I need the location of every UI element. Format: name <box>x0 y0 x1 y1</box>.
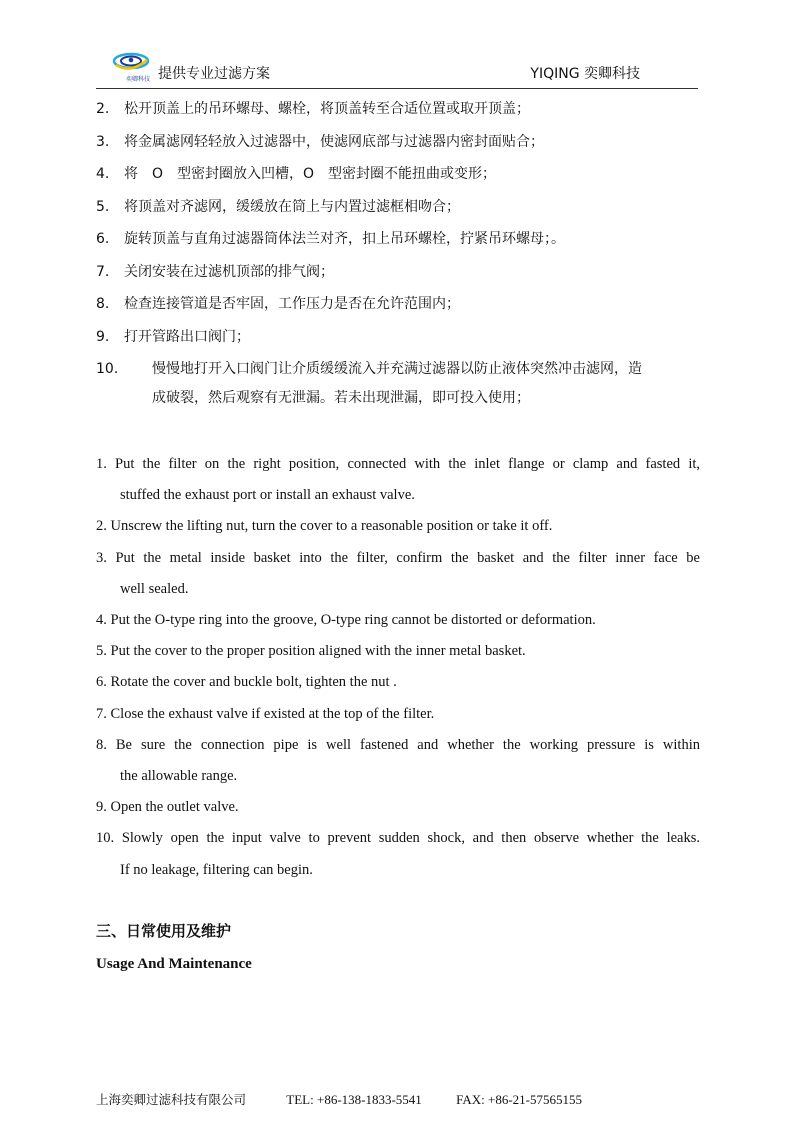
list-item <box>96 699 700 730</box>
step-number: 7. <box>96 263 110 280</box>
step-line: 8. Be sure the connection pipe is well fastened and whether the working pressure is within <box>96 736 700 753</box>
list-item <box>96 449 700 511</box>
step-line: 1. Put the filter on the right position, connected with the inlet flange or clamp and fasted it, <box>96 456 700 472</box>
footer-company: 上海奕卿过滤科技有限公司 <box>96 1092 247 1107</box>
step-text: 将顶盖对齐滤网，缓缓放在筒上与内置过滤框相吻合； <box>124 198 460 215</box>
step-line-continued: If no leakage, filtering can begin. <box>120 861 313 878</box>
step-line: 5. Put the cover to the proper position aligned with the inner metal basket. <box>96 643 526 660</box>
step-line-continued: stuffed the exhaust port or install an exhaust valve. <box>120 487 415 504</box>
chinese-steps-list <box>96 93 700 413</box>
step-text: 检查连接管道是否牢固，工作压力是否在允许范围内； <box>124 296 460 312</box>
list-item <box>96 256 700 289</box>
step-line: 3. Put the metal inside basket into the filter, confirm the basket and the filter inner face be <box>96 549 700 566</box>
step-number: 4. <box>96 166 110 182</box>
step-number: 10. <box>96 361 119 377</box>
list-item <box>96 93 700 126</box>
logo-text: 奕卿科技 <box>126 76 151 83</box>
list-item <box>96 288 700 321</box>
list-item <box>96 543 700 605</box>
step-line-continued: the allowable range. <box>120 768 238 785</box>
step-number: 2. <box>96 101 110 117</box>
step-text <box>152 353 728 413</box>
list-item <box>96 511 700 542</box>
step-line: 10. Slowly open the input valve to prevent sudden shock, and then observe whether the leaks. <box>96 830 700 847</box>
header-brand: YIQING 奕卿科技 <box>530 66 640 82</box>
header-tagline: 提供专业过滤方案 <box>158 66 270 82</box>
step-number: 9. <box>96 328 110 345</box>
list-item <box>96 223 700 256</box>
list-item <box>96 605 700 636</box>
step-text-line: 慢慢地打开入口阀门让介质缓缓流入并充满过滤器以防止液体突然冲击滤网，造 <box>152 361 642 377</box>
step-number: 5. <box>96 198 110 215</box>
step-line: 4. Put the O-type ring into the groove, O-type ring cannot be distorted or deformation. <box>96 612 596 629</box>
step-line: 6. Rotate the cover and buckle bolt, tighten the nut . <box>96 674 397 691</box>
english-steps-list <box>96 449 700 886</box>
step-text-line: 成破裂，然后观察有无泄漏。若未出现泄漏，即可投入使用； <box>152 390 530 406</box>
list-item <box>96 353 700 413</box>
step-text: 旋转顶盖与直角过滤器筒体法兰对齐，扣上吊环螺栓，拧紧吊环螺母；。 <box>124 231 565 247</box>
section-heading-cn: 三、日常使用及维护 <box>96 922 232 940</box>
list-item <box>96 823 700 885</box>
page-header <box>96 48 698 89</box>
list-item <box>96 321 700 354</box>
step-number: 8. <box>96 296 110 312</box>
step-text: 将金属滤网轻轻放入过滤器中，使滤网底部与过滤器内密封面贴合； <box>124 133 544 150</box>
step-text: 关闭安装在过滤机顶部的排气阀； <box>124 263 334 280</box>
step-text: 将 O 型密封圈放入凹槽，O 型密封圈不能扭曲或变形； <box>124 166 497 182</box>
page-footer <box>96 1090 582 1108</box>
list-item <box>96 158 700 191</box>
list-item <box>96 126 700 159</box>
list-item <box>96 667 700 698</box>
step-text: 松开顶盖上的吊环螺母、螺栓，将顶盖转至合适位置或取开顶盖； <box>124 101 530 117</box>
step-line: 7. Close the exhaust valve if existed at the top of the filter. <box>96 705 435 722</box>
step-number: 3. <box>96 133 110 150</box>
list-item <box>96 636 700 667</box>
company-logo <box>110 48 152 84</box>
step-number: 6. <box>96 231 110 247</box>
logo-swirl-icon <box>110 48 152 76</box>
step-line: 9. Open the outlet valve. <box>96 799 239 816</box>
footer-fax: FAX: +86-21-57565155 <box>456 1092 582 1107</box>
step-line: 2. Unscrew the lifting nut, turn the cover to a reasonable position or take it off. <box>96 518 553 535</box>
list-item <box>96 191 700 224</box>
list-item <box>96 792 700 823</box>
step-line-continued: well sealed. <box>120 580 189 597</box>
footer-tel: TEL: +86-138-1833-5541 <box>286 1092 422 1107</box>
step-text: 打开管路出口阀门； <box>124 328 250 345</box>
section-heading-en: Usage And Maintenance <box>96 956 252 972</box>
list-item <box>96 730 700 792</box>
